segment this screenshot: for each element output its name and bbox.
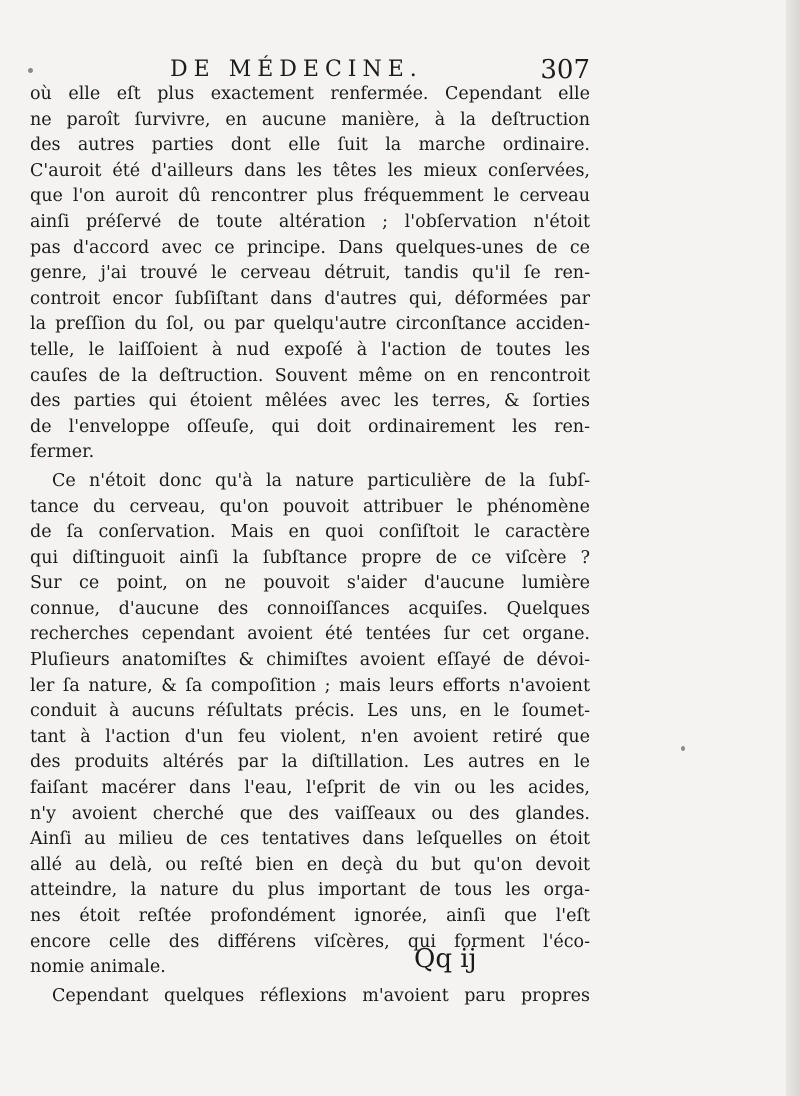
text-line: conduit à aucuns réſultats précis. Les uns, en le ſoumet-: [30, 701, 590, 722]
text-line: connue, d'aucune des connoiſſances acquiſes. Quelques: [30, 598, 590, 619]
text-line: cauſes de la deſtruction. Souvent même on en rencontroit: [30, 365, 590, 386]
ink-spot: [28, 68, 33, 73]
body-text: [30, 82, 590, 1009]
text-line: C'auroit été d'ailleurs dans les têtes les mieux conſervées,: [30, 160, 590, 181]
text-line: de l'enveloppe oſſeuſe, qui doit ordinairement les ren-: [30, 416, 590, 437]
text-line: Cependant quelques réflexions m'avoient paru propres: [52, 985, 590, 1006]
text-line: Sur ce point, on ne pouvoit s'aider d'aucune lumière: [30, 573, 590, 594]
text-line: Ainſi au milieu de ces tentatives dans leſquelles on étoit: [30, 829, 590, 850]
text-line: des parties qui étoient mêlées avec les terres, & ſorties: [30, 391, 590, 412]
text-line: de ſa conſervation. Mais en quoi conſiſtoit le caractère: [30, 522, 590, 543]
text-line: pas d'accord avec ce principe. Dans quelques-unes de ce: [30, 237, 590, 258]
text-line: tance du cerveau, qu'on pouvoit attribuer le phénomène: [30, 496, 590, 517]
page-edge-shadow: [786, 0, 800, 1096]
text-line: ne paroît ſurvivre, en aucune manière, à la deſtruction: [30, 109, 590, 130]
text-line: ler ſa nature, & ſa compoſition ; mais leurs efforts n'avoient: [30, 675, 590, 696]
ink-spot: [681, 746, 685, 751]
text-line: la preſſion du ſol, ou par quelqu'autre circonſtance acciden-: [30, 314, 590, 335]
text-line: genre, j'ai trouvé le cerveau détruit, tandis qu'il ſe ren-: [30, 263, 590, 284]
text-line: atteindre, la nature du plus important de tous les orga-: [30, 880, 590, 901]
text-line: où elle eſt plus exactement renfermée. Cependant elle: [30, 84, 590, 104]
paragraph-1: [30, 82, 590, 466]
text-line: tant à l'action d'un feu violent, n'en avoient retiré que: [30, 726, 590, 747]
page-number: 307: [540, 55, 590, 85]
paragraph-2: [30, 469, 590, 981]
text-line: ainſi préſervé de toute altération ; l'obſervation n'étoit: [30, 211, 590, 232]
running-title: DE MÉDECINE.: [170, 57, 423, 82]
text-line: faiſant macérer dans l'eau, l'eſprit de vin ou les acides,: [30, 778, 590, 799]
text-line: telle, le laiſſoient à nud expoſé à l'action de toutes les: [30, 339, 590, 360]
text-line: recherches cependant avoient été tentées ſur cet organe.: [30, 624, 590, 645]
signature-mark: Qq ij: [414, 944, 477, 974]
text-line: encore celle des différens viſcères, qui forment l'éco-: [30, 931, 590, 952]
text-line: que l'on auroit dû rencontrer plus fréquemment le cerveau: [30, 186, 590, 207]
text-line: Pluſieurs anatomiſtes & chimiſtes avoient eſſayé de dévoi-: [30, 650, 590, 671]
text-line: des produits altérés par la diſtillation. Les autres en le: [30, 752, 590, 773]
text-line: n'y avoient cherché que des vaiſſeaux ou des glandes.: [30, 803, 590, 824]
text-line: des autres parties dont elle ſuit la marche ordinaire.: [30, 135, 590, 156]
paragraph-3: [30, 984, 590, 1010]
text-line: fermer.: [30, 442, 95, 463]
text-line: allé au delà, ou reſté bien en deçà du but qu'on devoit: [30, 854, 590, 875]
text-line: controit encor ſubſiſtant dans d'autres qui, déformées par: [30, 288, 590, 309]
text-line: Ce n'étoit donc qu'à la nature particulière de la ſubſ-: [52, 470, 590, 491]
text-line: nomie animale.: [30, 957, 166, 978]
text-line: nes étoit reſtée profondément ignorée, ainſi que l'eſt: [30, 906, 590, 926]
text-line: qui diſtinguoit ainſi la ſubſtance propre de ce viſcère ?: [30, 547, 590, 568]
